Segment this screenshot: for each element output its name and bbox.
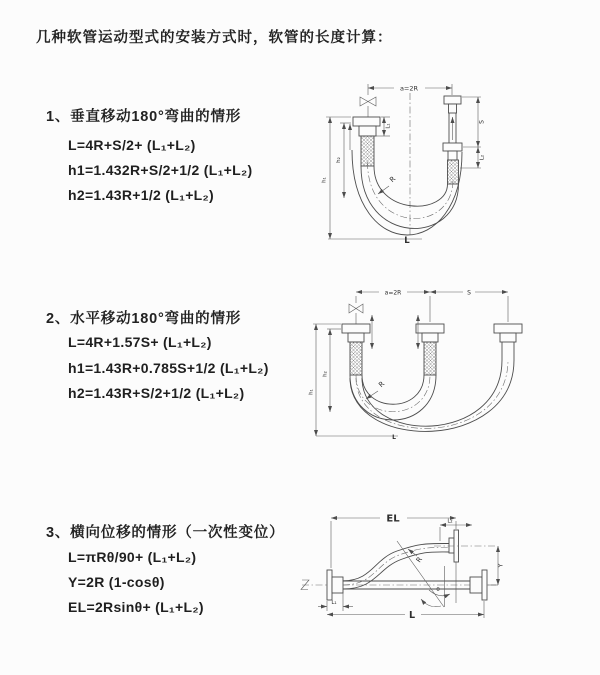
fitting-neck	[332, 577, 343, 593]
dim-label-a2r: a=2R	[384, 289, 402, 297]
flange	[482, 570, 487, 600]
fitting-neck	[470, 577, 482, 593]
section3-formula-Y: Y=2R (1-cosθ)	[68, 574, 165, 590]
hose-curve	[343, 552, 449, 589]
hose-curve	[362, 375, 424, 404]
diagram-vertical-180-bend	[312, 75, 528, 260]
dim-label-l2: L₂	[447, 518, 453, 525]
flange	[444, 96, 461, 104]
dim-label-l1: L₁	[385, 123, 392, 129]
hose-centerline	[343, 547, 449, 585]
fitting-neck	[449, 538, 454, 553]
braided-hose-section	[350, 342, 362, 375]
dim-label-s: S	[478, 120, 486, 124]
fitting-neck	[449, 104, 457, 113]
flange	[416, 324, 444, 333]
dim-label-r: R	[414, 555, 425, 565]
section3-formula-L: L=πRθ/90+ (L₁+L₂)	[68, 549, 197, 565]
hose-curve	[374, 166, 448, 206]
dim-label-l: L	[408, 610, 416, 621]
dim-label-r: R	[388, 174, 398, 185]
braided-hose-section	[448, 160, 459, 184]
diagram-horizontal-180-bend	[306, 282, 552, 450]
section1-formula-h1: h1=1.432R+S/2+1/2 (L₁+L₂)	[68, 162, 253, 178]
dim-label-r: R	[377, 379, 387, 390]
valve-icon	[349, 304, 363, 324]
dim-label-h1: h₁	[321, 177, 328, 183]
flange	[353, 117, 380, 126]
dim-label-l: L	[404, 236, 410, 246]
dim-label-s: S	[467, 289, 471, 297]
flange	[327, 570, 332, 600]
dim-label-a2r: a=2R	[399, 84, 419, 93]
section1-formula-L: L=4R+S/2+ (L₁+L₂)	[68, 137, 196, 153]
dim-label-theta: θ	[436, 587, 440, 593]
flange	[443, 143, 462, 151]
fitting-neck	[500, 333, 516, 342]
page-title: 几种软管运动型式的安装方式时，软管的长度计算：	[36, 30, 393, 46]
diagram-lateral-displacement	[296, 505, 508, 650]
fitting-neck	[359, 126, 376, 136]
section2-formula-h1: h1=1.43R+0.785S+1/2 (L₁+L₂)	[68, 360, 269, 376]
dim-label-l1: L₁	[331, 600, 337, 606]
flange	[342, 324, 370, 333]
flange	[494, 324, 522, 333]
section2-heading: 2、水平移动180°弯曲的情形	[46, 311, 242, 327]
section3-formula-EL: EL=2Rsinθ+ (L₁+L₂)	[68, 599, 204, 615]
fitting-neck	[348, 333, 364, 342]
dim-label-l2: L₂	[479, 154, 486, 161]
dim-label-h2: h₂	[322, 371, 329, 377]
section2-formula-h2: h2=1.43R+S/2+1/2 (L₁+L₂)	[68, 385, 245, 401]
section3-heading: 3、横向位移的情形（一次性变位）	[46, 525, 285, 541]
section1-formula-h2: h2=1.43R+1/2 (L₁+L₂)	[68, 187, 215, 203]
section2-formula-L: L=4R+1.57S+ (L₁+L₂)	[68, 334, 212, 350]
dim-label-h2: h₂	[336, 157, 342, 163]
valve-icon	[360, 97, 376, 117]
braided-hose-section	[424, 342, 436, 375]
fitting-neck	[422, 333, 438, 342]
dim-label-y: Y	[496, 563, 505, 568]
braided-hose-section	[361, 136, 374, 166]
dim-label-el: EL	[386, 513, 400, 525]
section1-heading: 1、垂直移动180°弯曲的情形	[46, 109, 242, 125]
dim-label-l: L	[392, 434, 396, 441]
fitting-neck	[448, 151, 457, 160]
hose-centerline	[356, 375, 430, 412]
dim-label-h1: h₁	[308, 389, 315, 395]
